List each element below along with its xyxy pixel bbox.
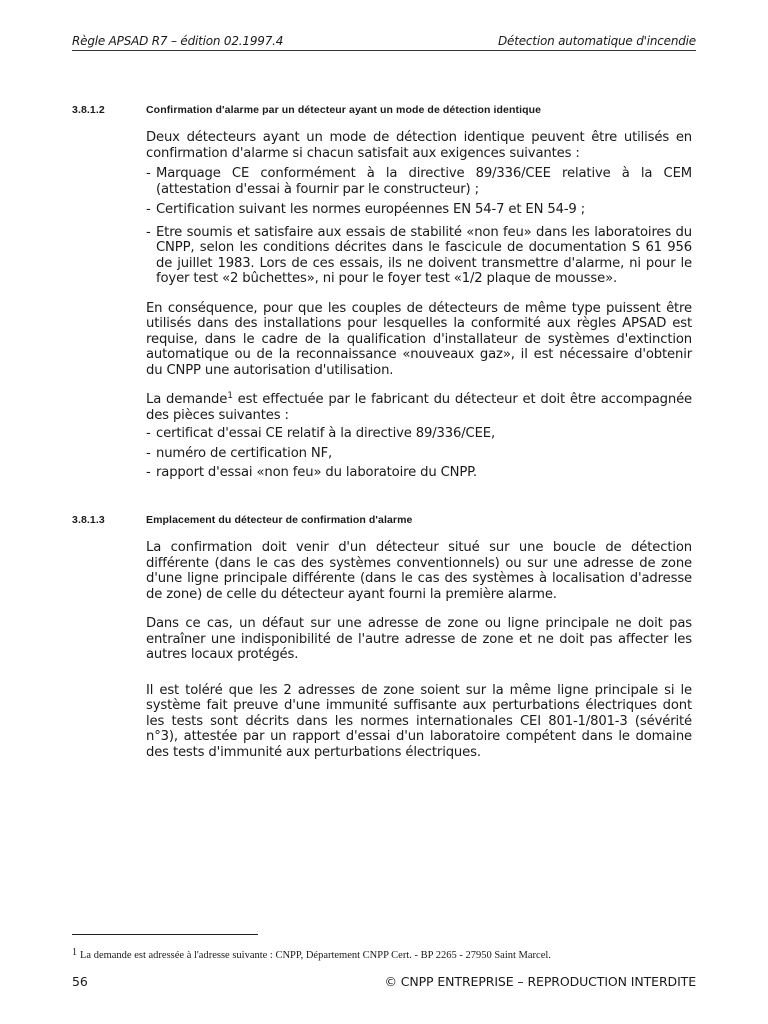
copyright-notice: © CNPP ENTREPRISE – REPRODUCTION INTERDITE <box>384 974 696 989</box>
paragraph: Deux détecteurs ayant un mode de détection identique peuvent être utilisés en confirmation d'alarme si chacun satisfait aux exigences suivantes : <box>146 130 692 161</box>
section-body-3-8-1-3 <box>146 540 692 760</box>
footnote <box>72 947 696 961</box>
section-number: 3.8.1.2 <box>72 104 105 116</box>
list-item: - Marquage CE conformément à la directive 89/336/CEE relative à la CEM (attestation d'essai à fournir par le constructeur) ; <box>146 166 692 197</box>
header-left: Règle APSAD R7 – édition 02.1997.4 <box>72 34 284 48</box>
list-item: - Certification suivant les normes européennes EN 54-7 et EN 54-9 ; <box>146 202 585 217</box>
footnote-divider <box>72 934 258 935</box>
list-item: - Etre soumis et satisfaire aux essais de stabilité «non feu» dans les laboratoires du CNPP, selon les conditions décrites dans le fascicule de documentation S 61 956 de juillet 1983. Lors de ces essais, ils ne doivent transmettre d'alarme, ni pour le foyer test «2 bûchettes», ni pour le foyer test «1/2 plaque de mousse». <box>146 224 692 286</box>
section-body-3-8-1-2 <box>146 130 692 481</box>
footnote-text: La demande est adressée à l'adresse suivante : CNPP, Département CNPP Cert. - BP 2265 - 27950 Saint Marcel. <box>80 950 551 961</box>
section-title: Emplacement du détecteur de confirmation d'alarme <box>146 514 413 526</box>
header-right: Détection automatique d'incendie <box>498 34 696 48</box>
paragraph: Dans ce cas, un défaut sur une adresse de zone ou ligne principale ne doit pas entraîner une indisponibilité de l'autre adresse de zone et ne doit pas affecter les autres locaux protégés. <box>146 616 692 662</box>
section-title: Confirmation d'alarme par un détecteur ayant un mode de détection identique <box>146 104 542 116</box>
list-item: - certificat d'essai CE relatif à la directive 89/336/CEE, <box>146 426 495 441</box>
page-number: 56 <box>72 974 88 989</box>
footnote-reference[interactable]: 1 <box>227 391 233 401</box>
paragraph: La confirmation doit venir d'un détecteur situé sur une boucle de détection différente (dans le cas des systèmes conventionnels) ou sur une adresse de zone d'une ligne principale différente (dans le cas des systèmes à localisation d'adresse de zone) de celle du détecteur ayant fourni la première alarme. <box>146 540 692 602</box>
list-item: - numéro de certification NF, <box>146 445 333 461</box>
section-heading-3-8-1-2 <box>72 104 541 116</box>
section-number: 3.8.1.3 <box>72 514 105 526</box>
paragraph: La demande$^1$ est effectuée par le fabricant du détecteur et doit être accompagnée des pièces suivantes : <box>146 391 692 423</box>
section-heading-3-8-1-3 <box>72 514 412 526</box>
page-footer <box>72 974 696 989</box>
list-item: - rapport d'essai «non feu» du laboratoire du CNPP. <box>146 465 477 480</box>
footnote-number: 1 <box>72 947 77 958</box>
paragraph: Il est toléré que les 2 adresses de zone soient sur la même ligne principale si le système fait preuve d'une immunité suffisante aux perturbations électriques dont les tests sont décrits dans les normes internationales CEI 801-1/801-3 (sévérité n°3), attestée par un rapport d'essai d'un laboratoire compétent dans le domaine des tests d'immunité aux perturbations électriques. <box>146 682 692 760</box>
running-header <box>72 34 696 51</box>
paragraph: En conséquence, pour que les couples de détecteurs de même type puissent être utilisés dans des installations pour lesquelles la conformité aux règles APSAD est requise, dans le cadre de la qualification d'installateur de systèmes d'extinction automatique ou de la reconnaissance «nouveaux gaz», il est nécessaire d'obtenir du CNPP une autorisation d'utilisation. <box>146 300 692 378</box>
